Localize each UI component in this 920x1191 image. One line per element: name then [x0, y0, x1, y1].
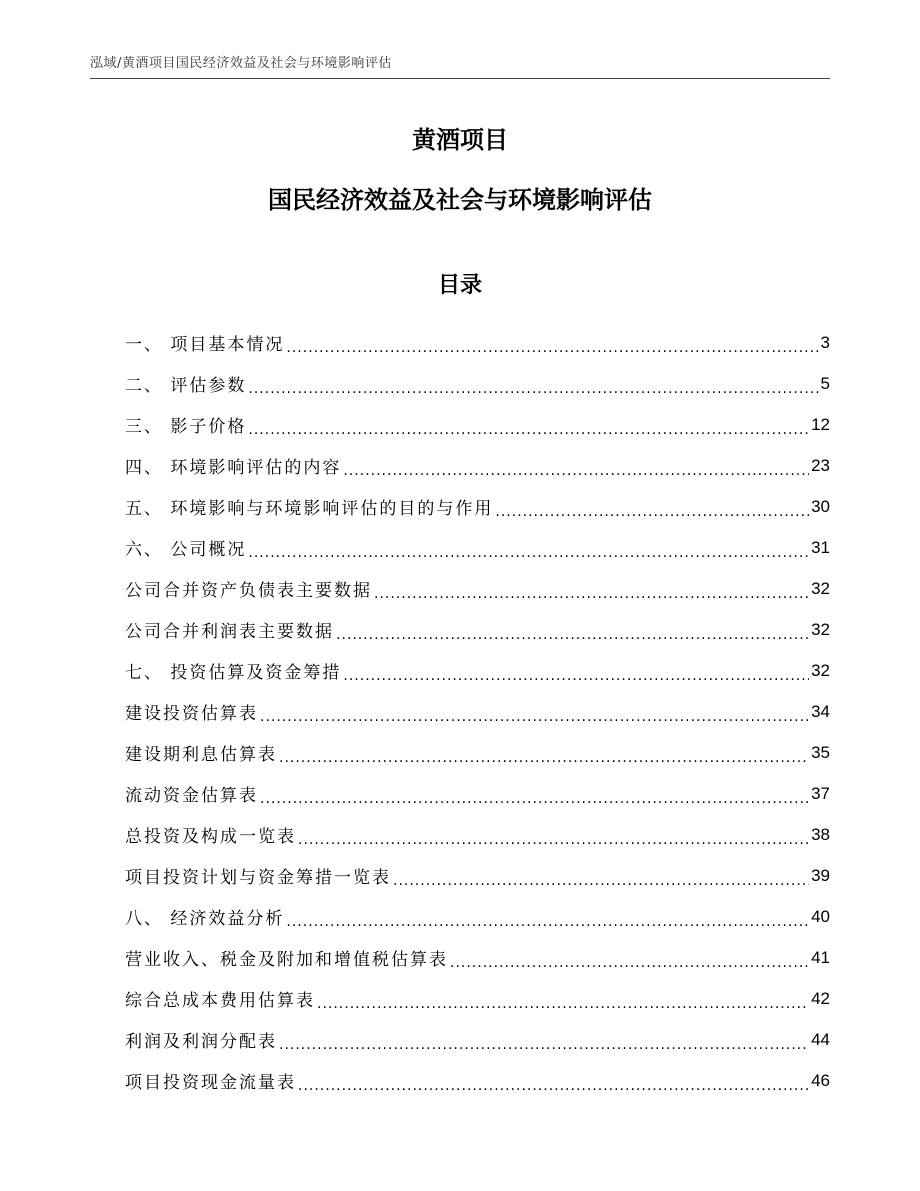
- toc-leader-dots: [248, 422, 809, 438]
- toc-entry[interactable]: [125, 896, 830, 937]
- toc-entry-page: 40: [811, 906, 830, 926]
- toc-entry-page: 42: [811, 988, 830, 1008]
- toc-leader-dots: [336, 627, 809, 643]
- toc-leader-dots: [298, 1078, 809, 1094]
- toc-leader-dots: [317, 996, 809, 1012]
- toc-leader-dots: [286, 914, 809, 930]
- header-divider: [90, 78, 830, 79]
- toc-entry-label: 公司合并利润表主要数据: [125, 622, 334, 642]
- toc-entry[interactable]: [125, 404, 830, 445]
- toc-entry[interactable]: [125, 527, 830, 568]
- toc-leader-dots: [343, 668, 809, 684]
- toc-entry-page: 34: [811, 701, 830, 721]
- toc-entry-label: 八、 经济效益分析: [125, 909, 285, 929]
- toc-entry[interactable]: [125, 1060, 830, 1101]
- toc-entry[interactable]: [125, 855, 830, 896]
- toc-entry-page: 44: [811, 1029, 830, 1049]
- toc-entry-page: 32: [811, 660, 830, 680]
- toc-entry[interactable]: [125, 363, 830, 404]
- toc-entry-page: 31: [811, 537, 830, 557]
- toc-leader-dots: [374, 586, 809, 602]
- table-of-contents: [125, 322, 830, 1101]
- toc-entry[interactable]: [125, 814, 830, 855]
- toc-entry[interactable]: [125, 445, 830, 486]
- toc-entry[interactable]: [125, 732, 830, 773]
- toc-entry-label: 四、 环境影响评估的内容: [125, 458, 342, 478]
- toc-entry-page: 39: [811, 865, 830, 885]
- toc-entry-label: 三、 影子价格: [125, 417, 247, 437]
- toc-entry-page: 32: [811, 619, 830, 639]
- toc-entry[interactable]: [125, 691, 830, 732]
- toc-entry-label: 二、 评估参数: [125, 376, 247, 396]
- toc-leader-dots: [260, 709, 809, 725]
- toc-leader-dots: [298, 832, 809, 848]
- toc-entry[interactable]: [125, 609, 830, 650]
- toc-leader-dots: [393, 873, 809, 889]
- toc-entry-label: 综合总成本费用估算表: [125, 991, 315, 1011]
- toc-entry-label: 建设投资估算表: [125, 704, 258, 724]
- toc-leader-dots: [343, 463, 809, 479]
- toc-entry-page: 37: [811, 783, 830, 803]
- toc-leader-dots: [495, 504, 809, 520]
- toc-entry-page: 3: [820, 332, 830, 352]
- toc-heading: 目录: [437, 273, 482, 298]
- toc-entry-label: 利润及利润分配表: [125, 1032, 277, 1052]
- toc-entry[interactable]: [125, 486, 830, 527]
- toc-entry-page: 30: [811, 496, 830, 516]
- toc-entry-label: 营业收入、税金及附加和增值税估算表: [125, 950, 448, 970]
- toc-entry-page: 35: [811, 742, 830, 762]
- toc-entry-page: 5: [820, 373, 830, 393]
- toc-entry-label: 流动资金估算表: [125, 786, 258, 806]
- toc-entry[interactable]: [125, 978, 830, 1019]
- toc-leader-dots: [450, 955, 809, 971]
- toc-leader-dots: [279, 1037, 809, 1053]
- toc-leader-dots: [279, 750, 809, 766]
- document-subtitle: 国民经济效益及社会与环境影响评估: [268, 186, 652, 214]
- toc-entry-label: 七、 投资估算及资金筹措: [125, 663, 342, 683]
- toc-entry-page: 23: [811, 455, 830, 475]
- toc-entry[interactable]: [125, 773, 830, 814]
- toc-leader-dots: [286, 340, 818, 356]
- toc-entry-label: 六、 公司概况: [125, 540, 247, 560]
- document-title: 黄酒项目: [412, 126, 508, 154]
- toc-entry-label: 公司合并资产负债表主要数据: [125, 581, 372, 601]
- toc-entry-page: 12: [811, 414, 830, 434]
- toc-entry-label: 一、 项目基本情况: [125, 335, 285, 355]
- toc-entry[interactable]: [125, 650, 830, 691]
- toc-entry-label: 建设期利息估算表: [125, 745, 277, 765]
- toc-leader-dots: [248, 545, 809, 561]
- toc-entry-page: 41: [811, 947, 830, 967]
- toc-entry[interactable]: [125, 1019, 830, 1060]
- toc-entry[interactable]: [125, 937, 830, 978]
- toc-entry-label: 总投资及构成一览表: [125, 827, 296, 847]
- toc-entry-label: 五、 环境影响与环境影响评估的目的与作用: [125, 499, 494, 519]
- running-header: 泓域/黄酒项目国民经济效益及社会与环境影响评估: [90, 56, 392, 71]
- toc-entry-page: 32: [811, 578, 830, 598]
- toc-entry[interactable]: [125, 322, 830, 363]
- toc-entry[interactable]: [125, 568, 830, 609]
- toc-entry-label: 项目投资计划与资金筹措一览表: [125, 868, 391, 888]
- toc-entry-label: 项目投资现金流量表: [125, 1073, 296, 1093]
- toc-leader-dots: [260, 791, 809, 807]
- toc-leader-dots: [248, 381, 818, 397]
- toc-entry-page: 46: [811, 1070, 830, 1090]
- toc-entry-page: 38: [811, 824, 830, 844]
